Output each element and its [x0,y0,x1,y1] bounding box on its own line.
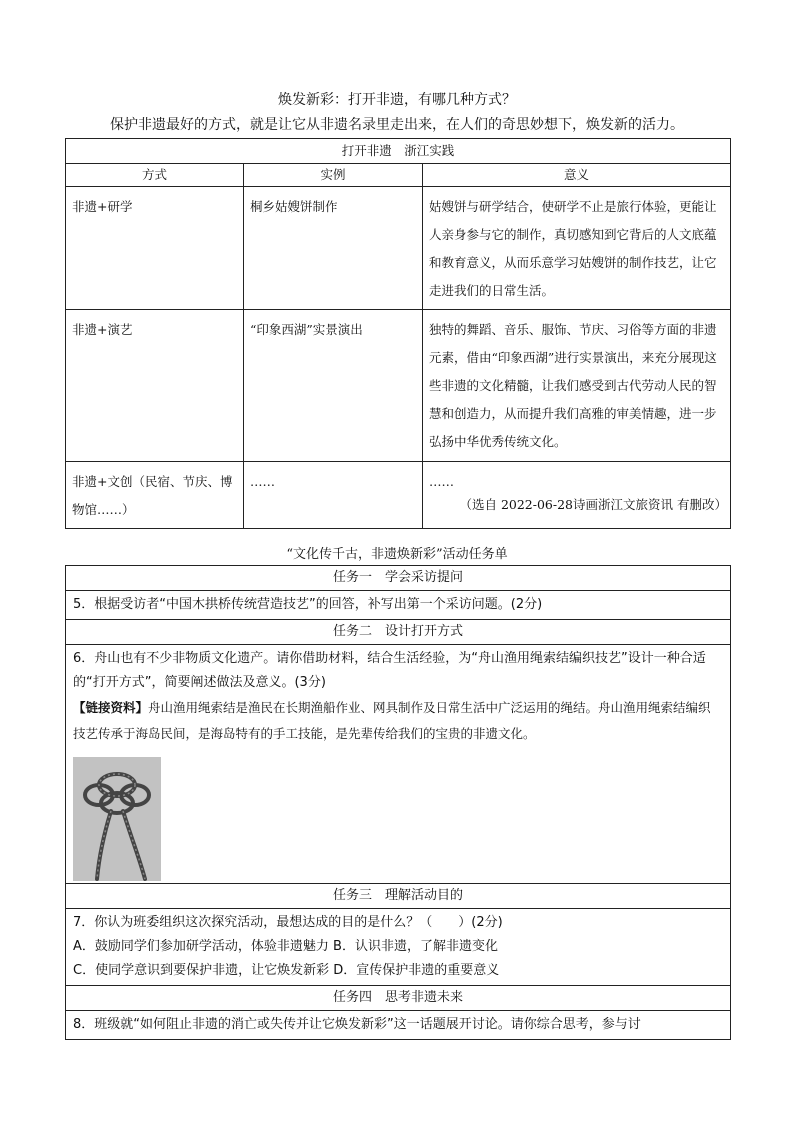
task-heading: 任务三 理解活动目的 [66,884,731,909]
question-5: 5．根据受访者“中国木拱桥传统营造技艺”的回答，补写出第一个采访问题。(2分) [66,591,731,620]
question-6: 6．舟山也有不少非物质文化遗产。请你借助材料，结合生活经验，为“舟山渔用绳索结编织技艺”设计一种合适的“打开方式”，简要阐述做法及意义。(3分) [73,651,706,690]
rope-knot-image [73,757,161,881]
column-header: 方式 [66,164,244,187]
source-note: （选自 2022-06-28诗画浙江文旅资讯 有删改） [459,497,727,512]
table-caption: 打开非遗 浙江实践 [66,139,731,164]
task-sheet-title: “文化传千古，非遗焕新彩”活动任务单 [286,547,508,562]
table-row [66,187,731,310]
example-cell: 桐乡姑嫂饼制作 [244,187,423,310]
question-7: 7．你认为班委组织这次探究活动，最想达成的目的是什么？（ ）(2分) [73,915,503,930]
table-header-row [66,164,731,187]
task-heading: 任务一 学会采访提问 [66,566,731,591]
mode-cell: 非遗+文创（民宿、节庆、博物馆……） [66,462,244,529]
question-6-block [66,645,731,884]
task-heading: 任务四 思考非遗未来 [66,986,731,1011]
example-cell: “印象西湖”实景演出 [244,310,423,462]
options-ab: A．鼓励同学们参加研学活动，体验非遗魅力 B．认识非遗，了解非遗变化 [73,939,498,954]
practice-table [65,138,731,529]
mode-cell: 非遗+研学 [66,187,244,310]
meaning-cell: 独特的舞蹈、音乐、服饰、节庆、习俗等方面的非遗元素，借由“印象西湖”进行实景演出，来充分展现这些非遗的文化精髓，让我们感受到古代劳动人民的智慧和创造力，从而提升我们高雅的审美情趣，进一步弘扬中华优秀传统文化。 [423,310,731,462]
example-cell: …… [244,462,423,529]
task-sheet-table [65,565,731,1040]
options-cd: C．使同学意识到要保护非遗，让它焕发新彩 D．宣传保护非遗的重要意义 [73,963,500,978]
meaning-cell: …… [423,462,731,529]
question-7-block [66,909,731,986]
column-header: 意义 [423,164,731,187]
mode-cell: 非遗+演艺 [66,310,244,462]
link-label: 【链接资料】 [73,700,149,715]
column-header: 实例 [244,164,423,187]
link-material [73,695,723,747]
meaning-cell: 姑嫂饼与研学结合，使研学不止是旅行体验，更能让人亲身参与它的制作，真切感知到它背后的人文底蕴和教育意义，从而乐意学习姑嫂饼的制作技艺，让它走进我们的日常生活。 [423,187,731,310]
section-title: 焕发新彩：打开非遗，有哪几种方式？ [278,92,516,108]
table-row [66,310,731,462]
link-text: 舟山渔用绳索结是渔民在长期渔船作业、网具制作及日常生活中广泛运用的绳结。舟山渔用绳索结编织技艺传承于海岛民间，是海岛特有的手工技能，是先辈传给我们的宝贵的非遗文化。 [73,700,711,741]
question-8: 8．班级就“如何阻止非遗的消亡或失传并让它焕发新彩”这一话题展开讨论。请你综合思考，参与讨 [66,1011,731,1040]
section-intro: 保护非遗最好的方式，就是让它从非遗名录里走出来，在人们的奇思妙想下，焕发新的活力。 [110,117,684,133]
task-heading: 任务二 设计打开方式 [66,620,731,645]
